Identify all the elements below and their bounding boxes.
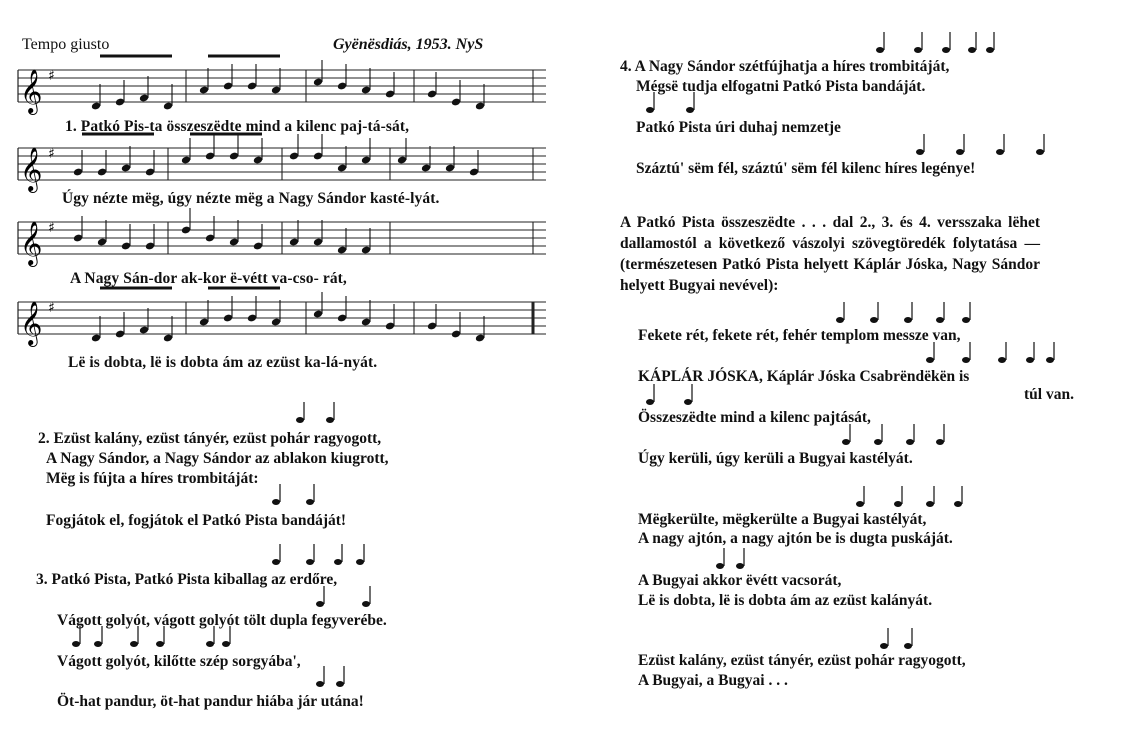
rhythm-note-icon xyxy=(968,47,976,53)
verse-3-line-1: 3. Patkó Pista, Patkó Pista kiballag az erdőre, xyxy=(36,571,338,588)
treble-clef-icon: 𝄞 xyxy=(20,147,43,191)
rhythm-note-icon xyxy=(870,317,878,323)
verse-2-line-3: Mëg is fújta a híres trombitáját: xyxy=(46,470,259,487)
rhythm-note-icon xyxy=(306,499,314,505)
tempo-marking: Tempo giusto xyxy=(22,36,110,53)
lyric-line-4: Lë is dobta, lë is dobta ám az ezüst ka-lá-nyát. xyxy=(68,354,378,371)
fragment-line-1: Fekete rét, fekete rét, fehér templom messze van, xyxy=(638,327,961,344)
fragment-line-6: A nagy ajtón, a nagy ajtón be is dugta puskáját. xyxy=(638,530,953,547)
rhythm-note-icon xyxy=(962,317,970,323)
verse-4-line-4: Száztú' sëm fél, száztú' sëm fél kilenc híres legénye! xyxy=(636,160,976,177)
rhythm-note-icon xyxy=(1026,357,1034,363)
rhythm-note-icon xyxy=(684,399,692,405)
source-attribution: Gyënësdiás, 1953. NyS xyxy=(333,36,484,53)
verse-4-line-1: 4. A Nagy Sándor szétfújhatja a híres trombitáját, xyxy=(620,58,950,75)
lyric-line-1: 1. Patkó Pis-ta összeszëdte mind a kilenc paj-tá-sát, xyxy=(65,118,410,135)
rhythm-note-icon xyxy=(206,641,214,647)
fragment-line-4: Úgy kerüli, úgy kerüli a Bugyai kastélyát. xyxy=(638,450,913,467)
treble-clef-icon: 𝄞 xyxy=(20,69,43,113)
rhythm-note-icon xyxy=(856,501,864,507)
staff-lines xyxy=(18,70,546,102)
rhythm-note-icon xyxy=(94,641,102,647)
rhythm-note-icon xyxy=(316,681,324,687)
rhythm-note-icon xyxy=(936,439,944,445)
rhythm-note-icon xyxy=(876,47,884,53)
music-staff-3 xyxy=(18,214,546,274)
music-staff-1 xyxy=(18,62,546,122)
rhythm-note-icon xyxy=(996,149,1004,155)
rhythm-note-icon xyxy=(272,499,280,505)
rhythm-note-icon xyxy=(954,501,962,507)
rhythm-note-icon xyxy=(736,563,744,569)
rhythm-note-icon xyxy=(334,559,342,565)
lyric-line-3: A Nagy Sán-dor ak-kor ë-vétt va-cso- rát, xyxy=(70,270,347,287)
music-staff-4 xyxy=(18,294,546,354)
rhythm-note-icon xyxy=(316,601,324,607)
rhythm-note-icon xyxy=(916,149,924,155)
rhythm-note-icon xyxy=(72,641,80,647)
verse-3-line-4: Öt-hat pandur, öt-hat pandur hiába jár utána! xyxy=(57,693,364,710)
verse-2-line-2: A Nagy Sándor, a Nagy Sándor az ablakon kiugrott, xyxy=(46,450,389,467)
key-signature-sharp-icon: ♯ xyxy=(48,68,55,84)
rhythm-note-icon xyxy=(836,317,844,323)
rhythm-note-icon xyxy=(904,317,912,323)
key-signature-sharp-icon: ♯ xyxy=(48,220,55,236)
rhythm-note-icon xyxy=(998,357,1006,363)
key-signature-sharp-icon: ♯ xyxy=(48,146,55,162)
rhythm-note-icon xyxy=(686,107,694,113)
rhythm-note-icon xyxy=(272,559,280,565)
rhythm-note-icon xyxy=(716,563,724,569)
rhythm-note-icon xyxy=(222,641,230,647)
verse-4-line-2: Mégsë tudja elfogatni Patkó Pista bandáját. xyxy=(636,78,926,95)
lyric-line-2: Úgy nézte mëg, úgy nézte mëg a Nagy Sándor kasté-lyát. xyxy=(62,190,440,207)
rhythm-note-icon xyxy=(914,47,922,53)
rhythm-note-icon xyxy=(326,417,334,423)
rhythm-note-icon xyxy=(986,47,994,53)
rhythm-note-icon xyxy=(894,501,902,507)
rhythm-note-icon xyxy=(842,439,850,445)
rhythm-note-icon xyxy=(906,439,914,445)
fragment-line-7: A Bugyai akkor ëvétt vacsorát, xyxy=(638,572,842,589)
rhythm-note-icon xyxy=(156,641,164,647)
rhythm-note-icon xyxy=(926,357,934,363)
treble-clef-icon: 𝄞 xyxy=(20,221,43,265)
rhythm-note-icon xyxy=(926,501,934,507)
rhythm-note-icon xyxy=(356,559,364,565)
rhythm-note-icon xyxy=(880,643,888,649)
rhythm-note-icon xyxy=(362,601,370,607)
rhythm-note-icon xyxy=(296,417,304,423)
rhythm-note-icon xyxy=(942,47,950,53)
rhythm-note-icon xyxy=(956,149,964,155)
verse-2-line-4: Fogjátok el, fogjátok el Patkó Pista bandáját! xyxy=(46,512,347,529)
rhythm-note-icon xyxy=(336,681,344,687)
verse-3-line-2: Vágott golyót, vágott golyót tölt dupla fegyverébe. xyxy=(57,612,387,629)
rhythm-note-icon xyxy=(962,357,970,363)
fragment-line-3: Összeszëdte mind a kilenc pajtását, xyxy=(638,409,871,426)
fragment-line-8: Lë is dobta, lë is dobta ám az ezüst kalányát. xyxy=(638,592,933,609)
rhythm-note-icon xyxy=(1036,149,1044,155)
fragment-line-5: Mëgkerülte, mëgkerülte a Bugyai kastélyát, xyxy=(638,511,927,528)
rhythm-note-icon xyxy=(904,643,912,649)
fragment-line-10: A Bugyai, a Bugyai . . . xyxy=(638,672,788,689)
rhythm-note-icon xyxy=(646,399,654,405)
rhythm-note-icon xyxy=(874,439,882,445)
fragment-line-2b: túl van. xyxy=(1024,386,1074,403)
key-signature-sharp-icon: ♯ xyxy=(48,300,55,316)
rhythm-note-icon xyxy=(130,641,138,647)
rhythm-note-icon xyxy=(646,107,654,113)
fragment-line-9: Ezüst kalány, ezüst tányér, ezüst pohár ragyogott, xyxy=(638,652,966,669)
staff-lines xyxy=(18,302,546,334)
rhythm-note-icon xyxy=(936,317,944,323)
verse-4-line-3: Patkó Pista úri duhaj nemzetje xyxy=(636,119,841,136)
editorial-note: A Patkó Pista összeszëdte . . . dal 2., 3. és 4. versszaka lëhet dallamostól a következő vászolyi szövegtöredék folytatása — (természetesen Patkó Pista helyett Káplár Jóska, Nagy Sándor helyett Bugyai nevével): xyxy=(620,214,1040,294)
rhythm-note-icon xyxy=(1046,357,1054,363)
treble-clef-icon: 𝄞 xyxy=(20,301,43,345)
verse-2-line-1: 2. Ezüst kalány, ezüst tányér, ezüst pohár ragyogott, xyxy=(38,430,382,447)
verse-3-line-3: Vágott golyót, kilőtte szép sorgyába', xyxy=(57,653,301,670)
rhythm-note-icon xyxy=(306,559,314,565)
fragment-line-2: KÁPLÁR JÓSKA, Káplár Jóska Csabrëndëkën is xyxy=(638,368,970,385)
